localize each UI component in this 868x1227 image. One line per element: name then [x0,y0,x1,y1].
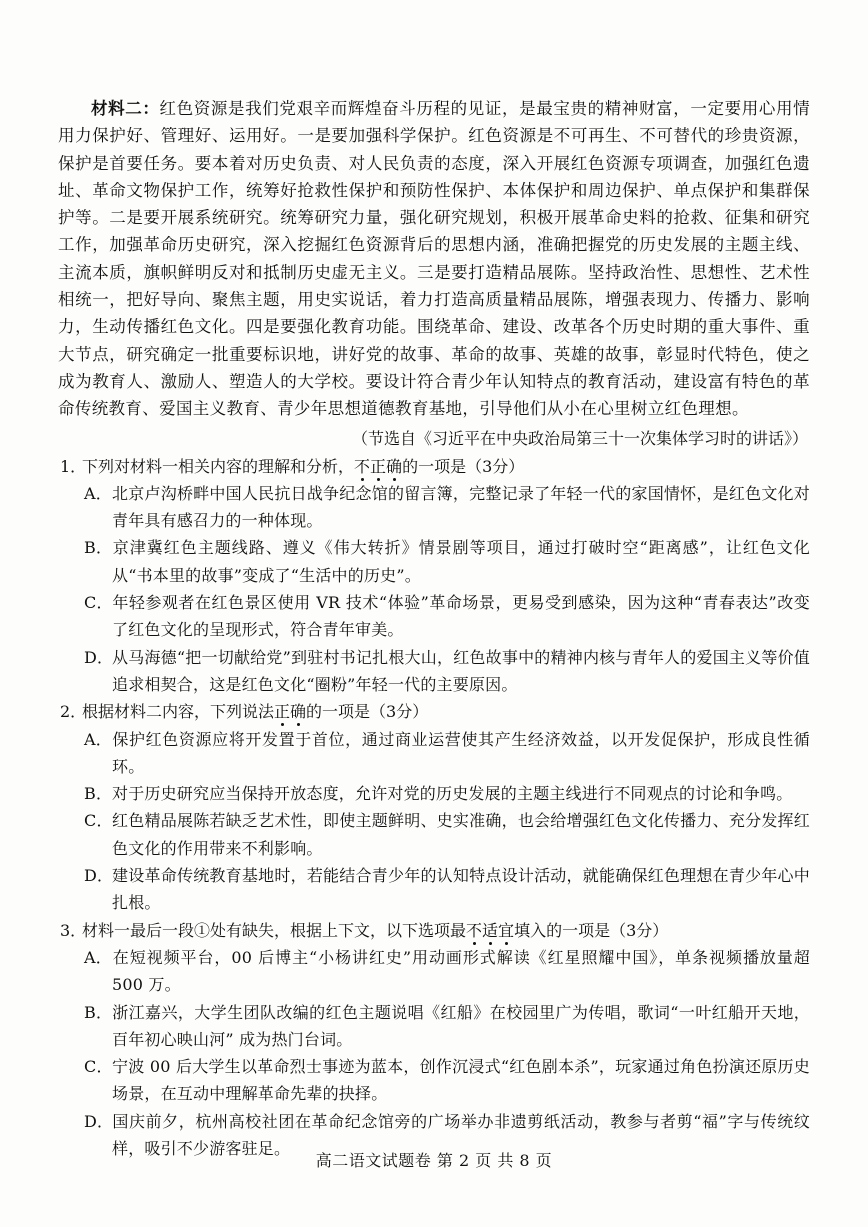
emphasis-char: 正 [274,702,291,722]
question-1-option-c: C．年轻参观者在红色景区使用 VR 技术“体验”革命场景，更易受到感染，因为这种“青春表达”改变了红色文化的呈现形式，符合青年审美。 [84,593,810,640]
material-two-paragraph [58,95,810,423]
question-1-option-b: B．京津冀红色主题线路、遵义《伟大转折》情景剧等项目，通过打破时空“距离感”，让红色文化从“书本里的故事”变成了“生活中的历史”。 [84,538,810,585]
question-2-stem: 2．根据材料二内容，下列说法正确的一项是（3分） [60,702,429,722]
material-two-source: （节选自《习近平在中央政治局第三十一次集体学习时的讲话》） [351,428,808,448]
page-footer: 高二语文试题卷 第 2 页 共 8 页 [315,1151,553,1170]
question-2-emphasis [274,702,306,721]
question-3-stem: 3．材料一最后一段①处有缺失，根据上下文，以下选项最不适宜填入的一项是（3分） [60,920,669,940]
question-3-option-a: A．在短视频平台，00 后博主“小杨讲红史”用动画形式解读《红星照耀中国》，单条视频播放量超 500 万。 [84,947,810,995]
emphasis-char: 正 [370,456,387,476]
emphasis-char: 确 [386,456,403,476]
emphasis-char: 确 [290,702,307,722]
question-3-option-b: B．浙江嘉兴，大学生团队改编的红色主题说唱《红船》在校园里广为传唱，歌词“一叶红船开天地，百年初心映山河” 成为热门台词。 [84,1002,810,1049]
question-3 [58,917,810,1163]
question-1-option-a: A．北京卢沟桥畔中国人民抗日战争纪念馆的留言簿，完整记录了年轻一代的家国情怀，是红色文化对青年具有感召力的一种体现。 [84,483,810,531]
material-two-body: 红色资源是我们党艰辛而辉煌奋斗历程的见证，是最宝贵的精神财富，一定要用心用情用力保护好、管理好、运用好。一是要加强科学保护。红色资源是不可再生、不可替代的珍贵资源，保护是首要任务。要本着对历史负责、对人民负责的态度，深入开展红色资源专项调查，加强红色遗址、革命文物保护工作，统筹好抢救性保护和预防性保护、本体保护和周边保护、单点保护和集群保护等。二是要开展系统研究。统筹研究力量，强化研究规划，积极开展革命史料的抢救、征集和研究工作，加强革命历史研究，深入挖掘红色资源背后的思想内涵，准确把握党的历史发展的主题主线、主流本质，旗帜鲜明反对和抵制历史虚无主义。三是要打造精品展陈。坚持政治性、思想性、艺术性相统一，把好导向、聚焦主题，用史实说话，着力打造高质量精品展陈，增强表现力、传播力、影响力，生动传播红色文化。四是要强化教育功能。围绕革命、建设、改革各个历史时期的重大事件、重大节点，研究确定一批重要标识地，讲好党的故事、革命的故事、英雄的故事，彰显时代特色，使之成为教育人、激励人、塑造人的大学校。要设计符合青少年认知特点的教育活动，建设富有特色的革命传统教育、爱国主义教育、青少年思想道德教育基地，引导他们从小在心里树立红色理想。 [58,99,810,419]
emphasis-char: 不 [354,456,371,476]
material-two-label: 材料二： [91,99,160,118]
emphasis-char: 不 [466,920,483,940]
question-2-option-d: D．建设革命传统教育基地时，若能结合青少年的认知特点设计活动，就能确保红色理想在青少年心中扎根。 [84,866,810,913]
question-1 [58,453,810,699]
question-3-option-c: C．宁波 00 后大学生以革命烈士事迹为蓝本，创作沉浸式“红色剧本杀”，玩家通过角色扮演还原历史场景，在互动中理解革命先辈的抉择。 [84,1057,810,1104]
question-2-option-c: C．红色精品展陈若缺乏艺术性，即使主题鲜明、史实准确，也会给增强红色文化传播力、充分发挥红色文化的作用带来不利影响。 [84,811,810,858]
question-3-emphasis [466,921,514,940]
emphasis-char: 宜 [498,920,515,940]
question-2 [58,698,810,916]
question-2-option-a: A．保护红色资源应将开发置于首位，通过商业运营使其产生经济效益，以开发促保护，形成良性循环。 [84,729,810,776]
question-1-option-d: D．从马海德“把一切献给党”到驻村书记扎根大山，红色故事中的精神内核与青年人的爱国主义等价值追求相契合，这是红色文化“圈粉”年轻一代的主要原因。 [84,647,810,694]
emphasis-char: 适 [482,920,499,940]
question-1-emphasis [354,457,402,476]
question-1-stem: 1．下列对材料一相关内容的理解和分析，不正确的一项是（3分） [60,456,525,476]
question-3-option-d: D．国庆前夕，杭州高校社团在革命纪念馆旁的广场举办非遗剪纸活动，教参与者剪“福”字与传统纹样，吸引不少游客驻足。 [84,1111,810,1158]
question-2-option-b: B．对于历史研究应当保持开放态度，允许对党的历史发展的主题主线进行不同观点的讨论和争鸣。 [84,784,793,804]
